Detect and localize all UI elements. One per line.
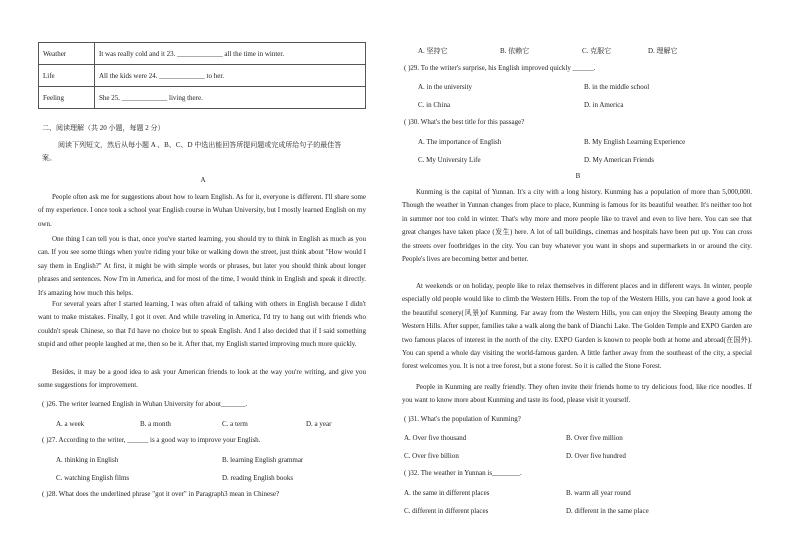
passage-a-paragraph-2: [38, 233, 366, 300]
paragraph-text: People often ask me for suggestions about how to learn English. As for it, everyone is different. I'll share some of my experience. I once took a school year English course in Wuhan University, but I mostly learned English on my own.: [38, 193, 366, 228]
q31-option-a[interactable]: A. Over five thousand: [404, 434, 467, 442]
q32-option-c[interactable]: C. different in different places: [404, 507, 489, 515]
passage-b-paragraph-3: [402, 381, 752, 408]
section-instruction: 阅读下列短文，然后从每小题 A 、B、C、D 中选出能回答所提问题或完成所给句子的最佳答: [58, 141, 342, 149]
paragraph-text: For several years after I started learning, I was often afraid of talking with others in English because I didn't want to make mistakes. Finally, I got it over. And while traveling in America, I'd try to hang out with friends who couldn't speak Chinese, so that I'd have no choice but to speak English. And I also decided that if I said something stupid and other people laughed at me, then so be it. After that, my English started improving much more quickly.: [38, 300, 366, 349]
q26-option-c[interactable]: C. a term: [222, 420, 248, 428]
q26-option-a[interactable]: A. a week: [56, 420, 85, 428]
passage-b-paragraph-2: [402, 280, 752, 374]
q29-option-c[interactable]: C. in China: [418, 101, 451, 109]
q27-option-b[interactable]: B. learning English grammar: [222, 456, 304, 464]
q29-option-d[interactable]: D. in America: [584, 101, 624, 109]
table-cell: She 25. _____________ living there.: [95, 87, 366, 109]
table-label: Weather: [39, 43, 95, 65]
table-row: [39, 65, 366, 87]
q30-option-d[interactable]: D. My American Friends: [584, 156, 654, 164]
q30-option-a[interactable]: A. The importance of English: [418, 138, 502, 146]
passage-a-paragraph-1: [38, 191, 366, 231]
paragraph-text: Besides, it may be a good idea to ask your American friends to look at the way you're writing, and give you some suggestions for improvement.: [38, 368, 366, 390]
q28-option-c[interactable]: C. 克服它: [582, 47, 612, 55]
q27-option-a[interactable]: A. thinking in English: [56, 456, 119, 464]
question-32: ( )32. The weather in Yunnan is________.: [404, 469, 522, 477]
table-row: [39, 87, 366, 109]
q32-option-d[interactable]: D. different in the same place: [566, 507, 649, 515]
q31-option-b[interactable]: B. Over five million: [566, 434, 623, 442]
question-30: ( )30. What's the best title for this passage?: [404, 118, 525, 126]
q28-option-a[interactable]: A. 坚持它: [418, 47, 448, 55]
q29-option-a[interactable]: A. in the university: [418, 83, 473, 91]
q27-option-d[interactable]: D. reading English books: [222, 474, 294, 482]
passage-b-letter: B: [575, 172, 581, 180]
summary-table: [38, 42, 366, 109]
table-row: [39, 43, 366, 65]
table-label: Feeling: [39, 87, 95, 109]
paragraph-text: At weekends or on holiday, people like to relax themselves in different places and in different ways. In winter, people especially old people would like to climb the Western Hills. From the top of the Western Hills, you can have a good look at the beautiful scenery(风景)of Kunming. Far away from the Western Hills, you can enjoy the Sleeping Beauty among the Western Hills. After supper, families take a walk along the bank of Dianchi Lake. The Golden Temple and EXPO Garden are two famous places of interest in the north of the city. EXPO Garden is known to people both at home and abroad(在国外). You can spend a whole day visiting the world-famous garden. A little farther away from the southeast of the city, a special forest welcomes you. It is not a tree forest, but a stone forest. So it is called the Stone Forest.: [402, 282, 752, 371]
q32-option-b[interactable]: B. warm all year round: [566, 489, 631, 497]
q26-option-d[interactable]: D. a year: [306, 420, 332, 428]
q27-option-c[interactable]: C. watching English films: [56, 474, 130, 482]
q30-option-c[interactable]: C. My University Life: [418, 156, 481, 164]
paragraph-text: Kunming is the capital of Yunnan. It's a city with a long history. Kunming has a population of more than 5,000,000. Though the weather in Yunnan changes from place to place, Kunming is famous for its beautiful weather. It's neither too hot in summer nor too cold in winter. That's why more and more people like to travel and even to live here. You can see that great changes have taken place (发生) here. A lot of tall buildings, cinemas and hospitals have been put up. You can cross the streets over footbridges in the city. You can buy whatever you want in shops and supermarkets in or around the city. People's lives are becoming better and better.: [402, 188, 752, 264]
paragraph-text: People in Kunming are really friendly. They often invite their friends home to try delicious food, like rice noodles. If you want to know more about Kunming and taste its food, please visit it yourself.: [402, 383, 752, 405]
question-29: ( )29. To the writer's surprise, his English improved quickly ______.: [404, 64, 596, 72]
paragraph-text: One thing I can tell you is that, once you've started learning, you should try to think in English as much as you can. If you see some things when you're riding your bike or walking down the street, just think about "How would I say them in English?" At first, it might be with simple words or phrases, but later you should think about longer phrases and sentences. Now I'm in America, and for most of the time, I would think in English and speak it directly. It's amazing how much this helps.: [38, 235, 366, 297]
passage-a-paragraph-3: [38, 298, 366, 352]
table-label: Life: [39, 65, 95, 87]
question-28: ( )28. What does the underlined phrase "got it over" in Paragraph3 mean in Chinese?: [42, 490, 280, 498]
q32-option-a[interactable]: A. the same in different places: [404, 489, 490, 497]
q29-option-b[interactable]: B. in the middle school: [584, 83, 650, 91]
question-27: ( )27. According to the writer, ______ is a good way to improve your English.: [42, 436, 261, 444]
question-31: ( )31. What's the population of Kunming?: [404, 415, 521, 423]
passage-b-paragraph-1: [402, 186, 752, 266]
q31-option-c[interactable]: C. Over five billion: [404, 452, 459, 460]
q28-option-d[interactable]: D. 理解它: [648, 47, 678, 55]
section-instruction-cont: 案。: [42, 154, 56, 162]
table-cell: All the kids were 24. _____________ to her.: [95, 65, 366, 87]
question-26: ( )26. The writer learned English in Wuhan University for about_______.: [42, 400, 248, 408]
q30-option-b[interactable]: B. My English Learning Experience: [584, 138, 686, 146]
q31-option-d[interactable]: D. Over five hundred: [566, 452, 626, 460]
passage-a-paragraph-4: [38, 366, 366, 393]
q28-option-b[interactable]: B. 依赖它: [500, 47, 530, 55]
section-title: 二、阅读理解（共 20 小题，每题 2 分）: [42, 124, 165, 132]
q26-option-b[interactable]: B. a month: [140, 420, 171, 428]
table-cell: It was really cold and it 23. _____________ all the time in winter.: [95, 43, 366, 65]
passage-a-letter: A: [200, 176, 206, 184]
